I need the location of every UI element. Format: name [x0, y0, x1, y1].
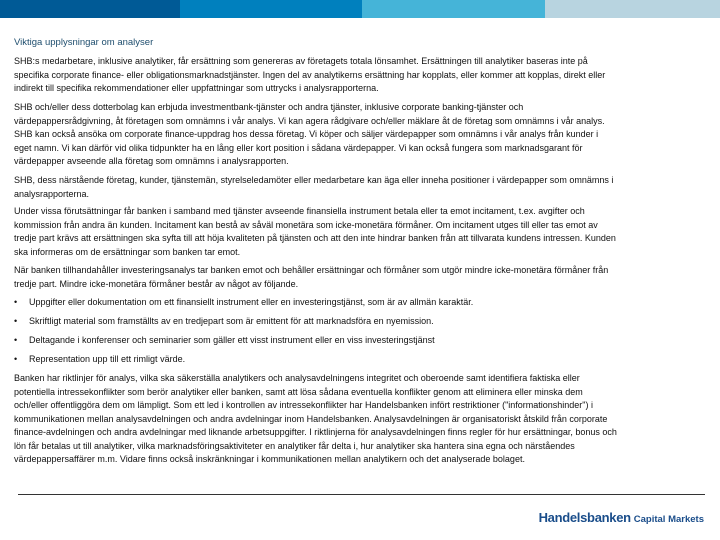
paragraph: [14, 372, 617, 467]
paragraph-line: värdepappersrådgivning, åt företagen som omnämns i vår analys. Vi kan agera rådgivare och/eller mäklare åt de företag som omnämns i vår analys.: [14, 115, 605, 126]
paragraph-line: tredje part krävs att ersättningen ska syfta till att höja kvaliteten på tjänsten och att den inte hindrar banken från att tillvarata kundens intressen. Kunden: [14, 233, 616, 243]
paragraph: [14, 205, 616, 259]
footer-divider: [18, 494, 705, 495]
handelsbanken-logo: [539, 509, 704, 527]
bullet-icon: •: [14, 335, 18, 345]
paragraph-line: Banken har riktlinjer för analys, vilka ska säkerställa analytikers och analysavdelningens integritet och oberoende samt identifiera faktiska eller: [14, 373, 580, 383]
paragraph-line: indirekt till specifika rekommendationer eller uppfattningar som uttrycks i analysrapporterna.: [14, 83, 379, 93]
paragraph-line: värdepapper avseende alla företag som omnämns i analysrapporten.: [14, 156, 289, 166]
header-bar-segment-1: [0, 0, 180, 18]
paragraph-line: specifika corporate finance- eller obligationsmarknadstjänster. Ingen del av analytikerns ersättning har kopplats, eller kommer att kopplas, direkt eller: [14, 69, 606, 80]
paragraph: [14, 55, 605, 96]
paragraph-line: tredje part. Mindre icke-monetära förmåner består av något av följande.: [14, 278, 299, 289]
paragraph: [14, 101, 605, 169]
bullet-icon: •: [14, 297, 18, 307]
bullet-text: Skriftligt material som framställts av en tredjepart som är emittent för att marknadsföra en nyemission.: [29, 316, 434, 326]
paragraph-line: SHB:s medarbetare, inklusive analytiker, får ersättning som genereras av företagets totala lönsamhet. Ersättningen till analytiker baseras inte på: [14, 56, 588, 66]
bullet-icon: •: [14, 316, 18, 326]
paragraph-line: SHB och/eller dess dotterbolag kan erbjuda investmentbank-tjänster och andra tjänster, inklusive corporate banking-tjänster och: [14, 102, 524, 112]
bullet-item: [14, 354, 185, 364]
paragraph-line: analysrapporterna.: [14, 188, 90, 199]
paragraph-line: ska informeras om de ersättningar som banken tar emot.: [14, 246, 241, 257]
paragraph-line: lön får betalas ut till analytiker, vilka marknadsföringsaktiviteter en analytiker får delta i, hur analytiker ska hantera sina egna och närståendes: [14, 440, 575, 451]
paragraph: [14, 264, 608, 291]
bullet-text: Deltagande i konferenser och seminarier som gäller ett visst instrument eller en viss investeringstjänst: [29, 335, 435, 345]
bullet-icon: •: [14, 354, 18, 364]
bullet-item: [14, 335, 435, 345]
paragraph-line: SHB, dess närstående företag, kunder, tjänstemän, styrelseledamöter eller medarbetare kan äga eller inneha positioner i värdepapper som omnämns i: [14, 175, 614, 185]
paragraph-line: potentiella intressekonflikter som berör analytiker eller banken, samt att lösa sådana eventuella konflikter genom att eliminera eller minska dem: [14, 386, 583, 397]
page-title: Viktiga upplysningar om analyser: [14, 37, 154, 48]
logo-sub: Capital Markets: [633, 514, 704, 525]
paragraph-line: kommunikationen mellan analysavdelningen och andra avdelningar inom Handelsbanken. Analysavdelningen är organisatoriskt åtskild från corporate: [14, 413, 608, 424]
bullet-text: Uppgifter eller dokumentation om ett finansiellt instrument eller en investeringstjänst, som är av allmän karaktär.: [29, 297, 474, 307]
paragraph-line: När banken tillhandahåller investeringsanalys tar banken emot och behåller ersättningar och förmåner som utgör mindre icke-monetära förmåner från: [14, 265, 609, 275]
paragraph-line: eget namn. Vi kan därför vid olika tidpunkter ha en lång eller kort position i sådana värdepapper. Vi kan också fungera som marknadsgarant för: [14, 142, 583, 153]
bullet-text: Representation upp till ett rimligt värde.: [29, 354, 186, 364]
header-bar-segment-4: [545, 0, 720, 18]
paragraph-line: kommission från andra än kunden. Incitament kan bestå av såväl monetära som icke-monetära förmåner. Om incitament utges till eller tas emot av: [14, 219, 598, 230]
paragraph-line: värdepappersaffärer m.m. Vidare finns också inskränkningar i kommunikationen mellan analytikern och det analyserade bolaget.: [14, 454, 525, 464]
logo-brand: Handelsbanken: [538, 510, 631, 525]
paragraph: [14, 174, 613, 201]
paragraph-line: och/eller offentliggöra dem om lämpligt. Som ett led i kontrollen av intressekonflikter har Handelsbanken infört restriktioner ("informationshinder") i: [14, 400, 593, 410]
paragraph-line: SHB kan också ansöka om corporate finance-uppdrag hos dessa företag. Vi köper och säljer värdepapper som omnämns i vår analys från kunder i: [14, 129, 599, 139]
paragraph-line: finance-avdelningen och andra avdelningar med liknande arbetsuppgifter. I riktlinjerna för analysavdelningen finns regler för hur ersättningar, bonus och: [14, 427, 617, 437]
paragraph-line: Under vissa förutsättningar får banken i samband med tjänster avseende finansiella instrument betala eller ta emot incitament, t.ex. avgifter och: [14, 206, 585, 216]
header-bar-segment-2: [180, 0, 362, 18]
bullet-item: [14, 316, 434, 326]
header-bar-segment-3: [362, 0, 545, 18]
bullet-item: [14, 297, 473, 307]
